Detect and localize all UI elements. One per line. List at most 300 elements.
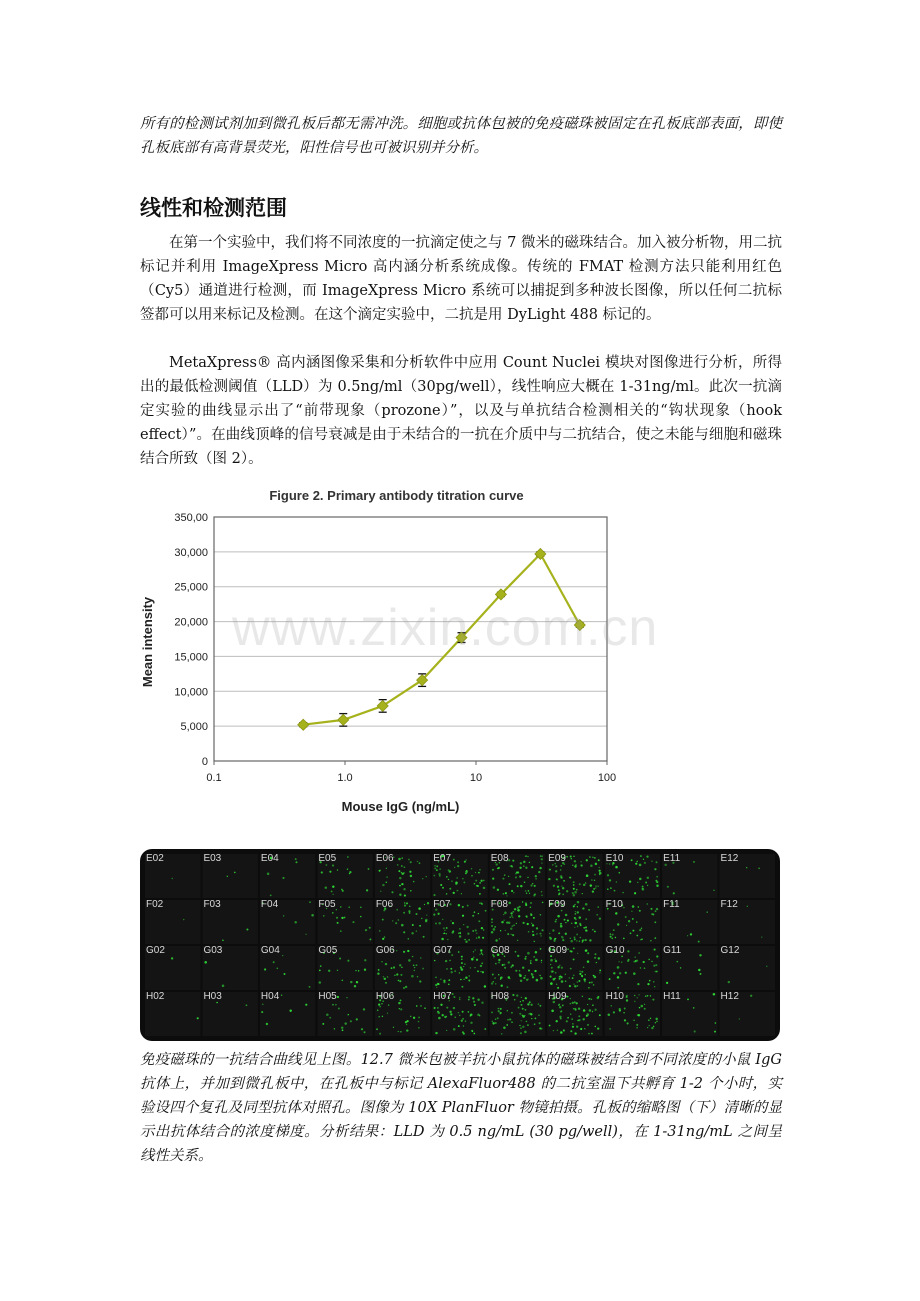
well-label: E03	[203, 853, 222, 864]
bead	[511, 1012, 513, 1014]
bead	[400, 974, 402, 976]
bead	[635, 960, 637, 962]
bead	[477, 885, 479, 887]
bead	[522, 1008, 524, 1010]
bead	[527, 952, 530, 955]
bead	[590, 884, 592, 886]
bead	[565, 980, 567, 982]
bead	[587, 1024, 589, 1026]
bead	[643, 859, 644, 860]
bead	[617, 923, 619, 925]
well-label: H08	[490, 991, 510, 1002]
bead	[450, 920, 451, 921]
bead	[513, 925, 514, 926]
bead	[589, 856, 591, 858]
bead	[586, 874, 589, 877]
bead	[494, 977, 495, 978]
bead	[294, 921, 296, 923]
bead	[523, 865, 525, 867]
bead	[409, 871, 411, 873]
bead	[687, 999, 689, 1001]
bead	[401, 966, 403, 968]
bead	[434, 1007, 436, 1009]
bead	[589, 998, 591, 1000]
bead	[639, 1007, 641, 1009]
bead	[594, 976, 597, 979]
bead	[541, 960, 542, 961]
bead	[492, 1021, 493, 1022]
bead	[639, 878, 642, 881]
data-point	[338, 714, 349, 725]
x-axis-label: Mouse IgG (ng/mL)	[341, 799, 460, 814]
bead	[273, 961, 275, 963]
bead	[582, 939, 584, 941]
bead	[597, 996, 599, 998]
bead	[583, 884, 585, 886]
bead	[570, 855, 572, 857]
bead	[463, 1033, 465, 1035]
bead	[570, 1013, 571, 1014]
bead	[536, 979, 539, 982]
bead	[519, 867, 521, 869]
bead	[386, 882, 388, 884]
bead	[599, 867, 600, 868]
bead	[589, 1009, 591, 1011]
bead	[322, 1023, 324, 1025]
bead	[574, 1032, 576, 1034]
bead	[592, 890, 594, 892]
bead	[329, 1017, 331, 1019]
bead	[321, 871, 323, 873]
bead	[446, 927, 448, 929]
bead	[366, 889, 368, 891]
bead	[461, 962, 463, 964]
bead	[555, 865, 557, 867]
bead	[651, 1027, 653, 1029]
bead	[510, 865, 512, 867]
bead	[424, 904, 425, 905]
bead	[476, 937, 477, 938]
bead	[414, 967, 416, 969]
bead	[468, 939, 470, 941]
bead	[680, 967, 682, 969]
bead	[492, 1022, 494, 1024]
bead	[524, 1031, 527, 1034]
bead	[376, 1028, 378, 1030]
bead	[542, 929, 544, 931]
bead	[498, 1008, 500, 1010]
bead	[422, 968, 424, 970]
bead	[515, 876, 517, 878]
bead	[530, 914, 532, 916]
bead	[446, 933, 447, 934]
bead	[347, 960, 349, 962]
bead	[632, 905, 635, 908]
bead	[282, 877, 284, 879]
bead	[455, 1017, 456, 1018]
bead	[408, 938, 409, 939]
bead	[573, 974, 575, 976]
bead	[574, 938, 576, 940]
bead	[517, 940, 518, 941]
bead	[480, 949, 482, 951]
bead	[569, 877, 571, 879]
bead	[625, 916, 627, 918]
bead	[761, 936, 762, 937]
bead	[446, 1016, 447, 1017]
bead	[579, 923, 581, 925]
bead	[419, 997, 420, 998]
bead	[502, 964, 504, 966]
bead	[599, 872, 602, 875]
bead	[454, 970, 456, 972]
bead	[598, 906, 599, 907]
bead	[539, 867, 541, 869]
bead	[599, 874, 600, 875]
bead	[638, 994, 639, 995]
bead	[530, 906, 532, 908]
bead	[460, 979, 462, 981]
bead	[463, 924, 464, 925]
bead	[335, 1004, 336, 1005]
bead	[267, 873, 270, 876]
well-label: G10	[605, 945, 625, 956]
bead	[503, 919, 504, 920]
bead	[457, 865, 459, 867]
bead	[349, 873, 350, 874]
bead	[463, 979, 464, 980]
bead	[455, 883, 457, 885]
bead	[655, 971, 657, 973]
bead	[478, 920, 480, 922]
bead	[538, 1014, 539, 1015]
bead	[637, 983, 639, 985]
chart-title: Figure 2. Primary antibody titration curve	[269, 488, 524, 503]
bead	[562, 1005, 564, 1007]
bead	[575, 911, 576, 912]
bead	[453, 892, 455, 894]
bead	[493, 886, 496, 889]
bead	[482, 971, 484, 973]
bead	[284, 973, 286, 975]
bead	[325, 864, 327, 866]
bead	[509, 883, 511, 885]
bead	[396, 973, 398, 975]
well-label: G06	[375, 945, 395, 956]
bead	[183, 919, 185, 921]
bead	[386, 868, 387, 869]
bead	[395, 922, 397, 924]
bead	[222, 985, 225, 988]
bead	[449, 888, 451, 890]
bead	[514, 908, 516, 910]
bead	[380, 891, 381, 892]
bead	[534, 941, 535, 942]
bead	[418, 1027, 419, 1028]
bead	[498, 962, 500, 964]
bead	[410, 1016, 412, 1018]
bead	[626, 996, 628, 998]
bead	[416, 1005, 418, 1007]
bead	[427, 902, 429, 904]
bead	[491, 931, 494, 934]
bead	[585, 939, 587, 941]
bead	[524, 975, 526, 977]
bead	[594, 874, 596, 876]
bead	[610, 933, 611, 934]
bead	[398, 858, 401, 861]
bead	[352, 921, 354, 923]
bead	[332, 864, 334, 866]
bead	[467, 933, 469, 935]
bead	[593, 888, 595, 890]
bead	[635, 863, 637, 865]
bead	[441, 938, 444, 941]
bead	[573, 958, 575, 960]
bead	[535, 1018, 537, 1020]
bead	[466, 926, 468, 928]
well-label: G12	[720, 945, 740, 956]
bead	[612, 864, 613, 865]
bead	[634, 892, 636, 894]
bead	[506, 895, 507, 896]
bead	[531, 973, 532, 974]
bead	[354, 985, 356, 987]
bead	[476, 959, 478, 961]
bead	[451, 881, 452, 882]
bead	[609, 879, 611, 881]
bead	[204, 961, 207, 964]
bead	[398, 870, 400, 872]
bead	[571, 858, 572, 859]
bead	[534, 885, 536, 887]
bead	[348, 906, 350, 908]
bead	[594, 880, 595, 881]
bead	[400, 1008, 402, 1010]
bead	[325, 886, 327, 888]
bead	[364, 969, 366, 971]
bead	[611, 938, 613, 940]
bead	[511, 934, 512, 935]
bead	[519, 970, 521, 972]
bead	[350, 981, 352, 983]
bead	[500, 978, 501, 979]
bead	[479, 954, 480, 955]
bead	[458, 1025, 460, 1027]
bead	[406, 1024, 407, 1025]
bead	[449, 960, 450, 961]
bead	[520, 1032, 522, 1034]
bead	[510, 928, 512, 930]
plot-area	[214, 517, 607, 761]
bead	[664, 864, 666, 866]
bead	[564, 919, 566, 921]
bead	[561, 980, 564, 983]
bead	[474, 912, 475, 913]
bead	[512, 934, 514, 936]
bead	[483, 880, 485, 882]
bead	[580, 861, 581, 862]
bead	[391, 967, 393, 969]
bead	[559, 965, 560, 966]
bead	[261, 1011, 263, 1013]
bead	[522, 1000, 524, 1002]
bead	[364, 959, 366, 961]
bead	[511, 1021, 513, 1023]
bead	[549, 1025, 551, 1027]
bead	[282, 955, 283, 956]
bead	[498, 1010, 500, 1012]
bead	[583, 967, 585, 969]
bead	[570, 938, 571, 939]
bead	[350, 1020, 352, 1022]
bead	[500, 930, 501, 931]
bead	[636, 1024, 638, 1026]
bead	[562, 887, 564, 889]
bead	[642, 888, 643, 889]
bead	[453, 1028, 456, 1031]
bead	[580, 1028, 582, 1030]
bead	[458, 1012, 459, 1013]
bead	[482, 937, 484, 939]
bead	[636, 935, 638, 937]
bead	[421, 918, 422, 919]
bead	[434, 865, 435, 866]
bead	[459, 999, 460, 1000]
bead	[475, 929, 477, 931]
bead	[438, 922, 441, 925]
bead	[484, 985, 486, 987]
y-tick-label: 5,000	[180, 721, 208, 734]
bead	[585, 903, 588, 906]
bead	[474, 967, 475, 968]
bead	[337, 922, 339, 924]
bead	[520, 885, 522, 887]
bead	[573, 983, 574, 984]
bead	[462, 1018, 463, 1019]
bead	[572, 1026, 574, 1028]
bead	[648, 1019, 650, 1021]
bead	[530, 913, 531, 914]
x-tick-label: 1.0	[337, 772, 353, 784]
bead	[473, 1001, 475, 1003]
bead	[541, 862, 542, 863]
bead	[634, 956, 636, 958]
bead	[578, 1019, 580, 1021]
bead	[647, 877, 649, 879]
bead	[399, 885, 401, 887]
bead	[559, 978, 561, 980]
bead	[491, 982, 493, 984]
bead	[572, 1002, 574, 1004]
bead	[449, 1011, 451, 1013]
bead	[452, 930, 454, 932]
bead	[478, 913, 479, 914]
bead	[380, 1006, 381, 1007]
bead	[458, 904, 460, 906]
bead	[559, 1006, 561, 1008]
bead	[517, 885, 519, 887]
bead	[666, 982, 668, 984]
bead	[655, 1022, 656, 1023]
bead	[581, 971, 583, 973]
bead	[582, 907, 584, 909]
section-heading: 线性和检测范围	[140, 196, 287, 220]
figure-caption: 免疫磁珠的一抗结合曲线见上图。12.7 微米包被羊抗小鼠抗体的磁珠被结合到不同浓度的小鼠 IgG 抗体上，并加到微孔板中，在孔板中与标记 AlexaFluor488 的二抗室温下共孵育 1-2 个小时，实验设四个复孔及同型抗体对照孔。图像为 10X PlanFluor 物镜拍摄。孔板的缩略图（下）清晰的显示出抗体结合的浓度梯度。分析结果：LLD 为 0.5 ng/mL (30 pg/well)，在 1-31ng/mL 之间呈线性关系。	[140, 1052, 782, 1164]
bead	[398, 1002, 400, 1004]
bead	[295, 858, 297, 860]
bead	[570, 940, 573, 943]
bead	[656, 955, 658, 957]
bead	[540, 914, 542, 916]
bead	[355, 970, 356, 971]
well-label: H06	[375, 991, 395, 1002]
bead	[404, 905, 406, 907]
bead	[381, 961, 382, 962]
bead	[387, 1013, 388, 1014]
bead	[512, 911, 514, 913]
bead	[550, 983, 551, 984]
bead	[541, 962, 542, 963]
bead	[582, 996, 583, 997]
bead	[498, 974, 500, 976]
bead	[565, 974, 566, 975]
bead	[445, 960, 447, 962]
bead	[609, 1028, 611, 1030]
bead	[382, 938, 384, 940]
bead	[296, 861, 298, 863]
intro-paragraph: 所有的检测试剂加到微孔板后都无需冲洗。细胞或抗体包被的免疫磁珠被固定在孔板底部表面，即使孔板底部有高背景荧光，阳性信号也可被识别并分析。	[140, 116, 782, 156]
bead	[587, 1004, 588, 1005]
well-label: E05	[318, 853, 337, 864]
bead	[422, 878, 423, 879]
bead	[573, 884, 575, 886]
bead	[520, 1027, 522, 1029]
bead	[521, 997, 522, 998]
bead	[412, 956, 414, 958]
bead	[571, 1018, 572, 1019]
bead	[410, 875, 412, 877]
bead	[540, 977, 543, 980]
well-label: G09	[548, 945, 568, 956]
bead	[474, 1004, 476, 1006]
bead	[475, 949, 476, 950]
bead	[630, 932, 632, 934]
bead	[495, 1022, 497, 1024]
bead	[451, 971, 453, 973]
bead	[393, 966, 395, 968]
bead	[495, 983, 496, 984]
bead	[575, 922, 578, 925]
y-tick-label: 20,000	[174, 616, 208, 629]
bead	[533, 917, 535, 919]
bead	[446, 893, 448, 895]
bead	[439, 868, 440, 869]
bead	[655, 964, 657, 966]
bead	[560, 975, 562, 977]
well-label: F02	[146, 899, 164, 910]
bead	[590, 864, 593, 867]
bead	[647, 885, 648, 886]
bead	[379, 870, 381, 872]
bead	[640, 855, 642, 857]
bead	[624, 1019, 626, 1021]
bead	[341, 979, 343, 981]
bead	[636, 921, 637, 922]
bead	[443, 927, 445, 929]
well-label: F04	[260, 899, 279, 910]
bead	[459, 1015, 460, 1016]
